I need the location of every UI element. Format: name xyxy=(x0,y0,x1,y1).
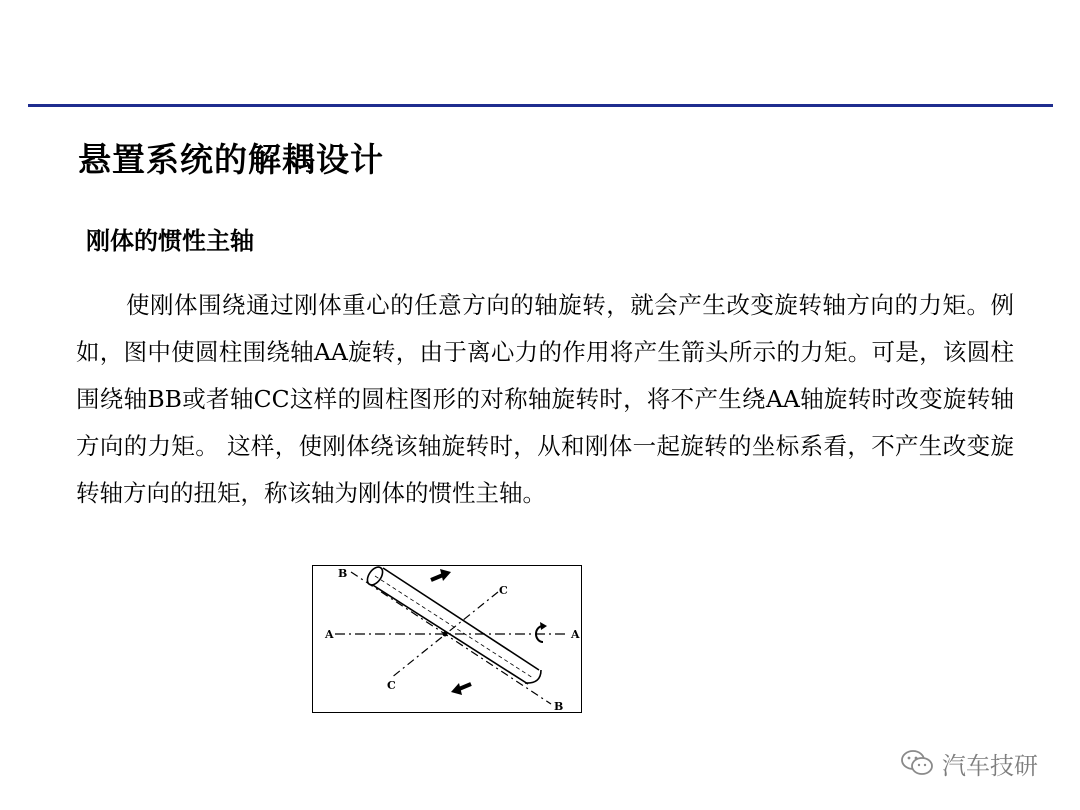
label-a-right: A xyxy=(571,628,580,641)
moment-arrow-bottom xyxy=(451,683,471,695)
moment-arrow-top xyxy=(431,569,451,581)
watermark-text: 汽车技研 xyxy=(942,751,1038,780)
label-b-top: B xyxy=(338,567,348,580)
label-b-bottom: B xyxy=(554,700,564,711)
label-c-bottom: C xyxy=(387,679,396,692)
axis-bb-line xyxy=(351,572,551,704)
header-band xyxy=(0,0,1080,104)
label-a-left: A xyxy=(325,628,334,641)
header-divider xyxy=(28,104,1053,107)
body-paragraph: 使刚体围绕通过刚体重心的任意方向的轴旋转，就会产生改变旋转轴方向的力矩。例如，图中使圆柱围绕轴AA旋转，由于离心力的作用将产生箭头所示的力矩。可是，该圆柱围绕轴BB或者轴CC这样的圆柱图形的对称轴旋转时，将不产生绕AA轴旋转时改变旋转轴方向的力矩。 这样，使刚体绕该轴旋转时，从和刚体一起旋转的坐标系看，不产生改变旋转轴方向的扭矩，称该轴为刚体的惯性主轴。 xyxy=(76,291,1014,507)
cylinder-shape xyxy=(364,566,541,684)
center-of-gravity xyxy=(443,632,448,637)
principal-axis-figure xyxy=(312,565,582,713)
slide-title: 悬置系统的解耦设计 xyxy=(78,140,384,179)
cylinder-diagram xyxy=(313,566,580,711)
wechat-icon xyxy=(900,748,934,778)
watermark xyxy=(900,745,1038,781)
section-heading: 刚体的惯性主轴 xyxy=(86,227,254,255)
label-c-top: C xyxy=(499,584,508,597)
